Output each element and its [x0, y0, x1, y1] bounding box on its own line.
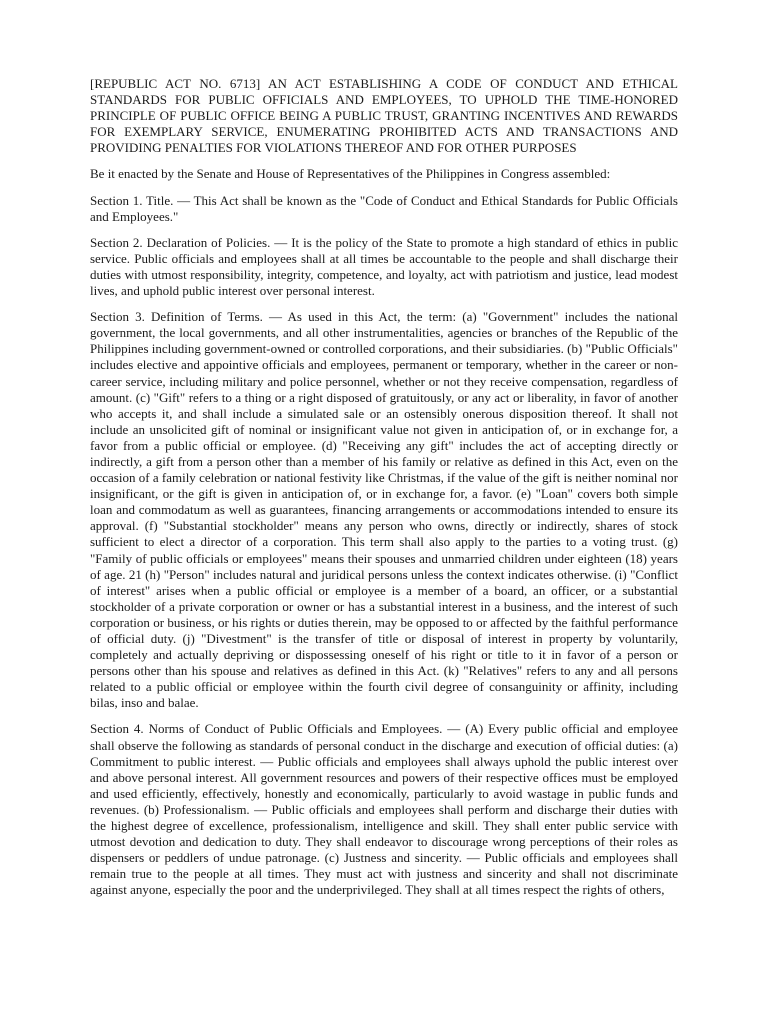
document-page [90, 76, 678, 909]
section-2-declaration-of-policies: Section 2. Declaration of Policies. — It is the policy of the State to promote a high standard of ethics in public service. Public officials and employees shall at all times be accountable to the people and shall discharge their duties with utmost responsibility, integrity, competence, and loyalty, act with patriotism and justice, lead modest lives, and uphold public interest over personal interest. [90, 234, 678, 299]
act-title: [REPUBLIC ACT NO. 6713] AN ACT ESTABLISHING A CODE OF CONDUCT AND ETHICAL STANDARDS FOR PUBLIC OFFICIALS AND EMPLOYEES, TO UPHOLD THE TIME-HONORED PRINCIPLE OF PUBLIC OFFICE BEING A PUBLIC TRUST, GRANTING INCENTIVES AND REWARDS FOR EXEMPLARY SERVICE, ENUMERATING PROHIBITED ACTS AND TRANSACTIONS AND PROVIDING PENALTIES FOR VIOLATIONS THEREOF AND FOR OTHER PURPOSES [90, 76, 678, 156]
enacting-clause: Be it enacted by the Senate and House of Representatives of the Philippines in Congress assembled: [90, 166, 611, 182]
section-3-definition-of-terms: Section 3. Definition of Terms. — As used in this Act, the term: (a) "Government" includes the national government, the local governments, and all other instrumentalities, agencies or branches of the Republic of the Philippines including government-owned or controlled corporations, and their subsidiaries. (b) "Public Officials" includes elective and appointive officials and employees, permanent or temporary, whether in the career or non-career service, including military and police personnel, whether or not they receive compensation, regardless of amount. (c) "Gift" refers to a thing or a right disposed of gratuitously, or any act or liberality, in favor of another who accepts it, and shall include a simulated sale or an ostensibly onerous disposition thereof. It shall not include an unsolicited gift of nominal or insignificant value not given in anticipation of, or in exchange for, a favor from a public official or employee. (d) "Receiving any gift" includes the act of accepting directly or indirectly, a gift from a person other than a member of his family or relative as defined in this Act, even on the occasion of a family celebration or national festivity like Christmas, if the value of the gift is neither nominal nor insignificant, or the gift is given in anticipation of, or in exchange for, a favor. (e) "Loan" covers both simple loan and commodatum as well as guarantees, financing arrangements or accommodations intended to ensure its approval. (f) "Substantial stockholder" means any person who owns, directly or indirectly, shares of stock sufficient to elect a director of a corporation. This term shall also apply to the parties to a voting trust. (g) "Family of public officials or employees" means their spouses and unmarried children under eighteen (18) years of age. 21 (h) "Person" includes natural and juridical persons unless the context indicates otherwise. (i) "Conflict of interest" arises when a public official or employee is a member of a board, an officer, or a substantial stockholder of a private corporation or owner or has a substantial interest in a business, and the interest of such corporation or business, or his rights or duties therein, may be opposed to or affected by the faithful performance of official duty. (j) "Divestment" is the transfer of title or disposal of interest in property by voluntarily, completely and actually depriving or dispossessing oneself of his right or title to it in favor of a person or persons other than his spouse and relatives as defined in this Act. (k) "Relatives" refers to any and all persons related to a public official or employee within the fourth civil degree of consanguinity or affinity, including bilas, inso and balae. [90, 309, 678, 711]
section-4-norms-of-conduct: Section 4. Norms of Conduct of Public Officials and Employees. — (A) Every public official and employee shall observe the following as standards of personal conduct in the discharge and execution of official duties: (a) Commitment to public interest. — Public officials and employees shall always uphold the public interest over and above personal interest. All government resources and powers of their respective offices must be employed and used efficiently, effectively, honestly and economically, particularly to avoid wastage in public funds and revenues. (b) Professionalism. — Public officials and employees shall perform and discharge their duties with the highest degree of excellence, professionalism, intelligence and skill. They shall enter public service with utmost devotion and dedication to duty. They shall endeavor to discourage wrong perceptions of their roles as dispensers or peddlers of undue patronage. (c) Justness and sincerity. — Public officials and employees shall remain true to the people at all times. They must act with justness and sincerity and shall not discriminate against anyone, especially the poor and the underprivileged. They shall at all times respect the rights of others, [90, 721, 678, 898]
section-1-title: Section 1. Title. — This Act shall be known as the "Code of Conduct and Ethical Standards for Public Officials and Employees." [90, 192, 678, 224]
